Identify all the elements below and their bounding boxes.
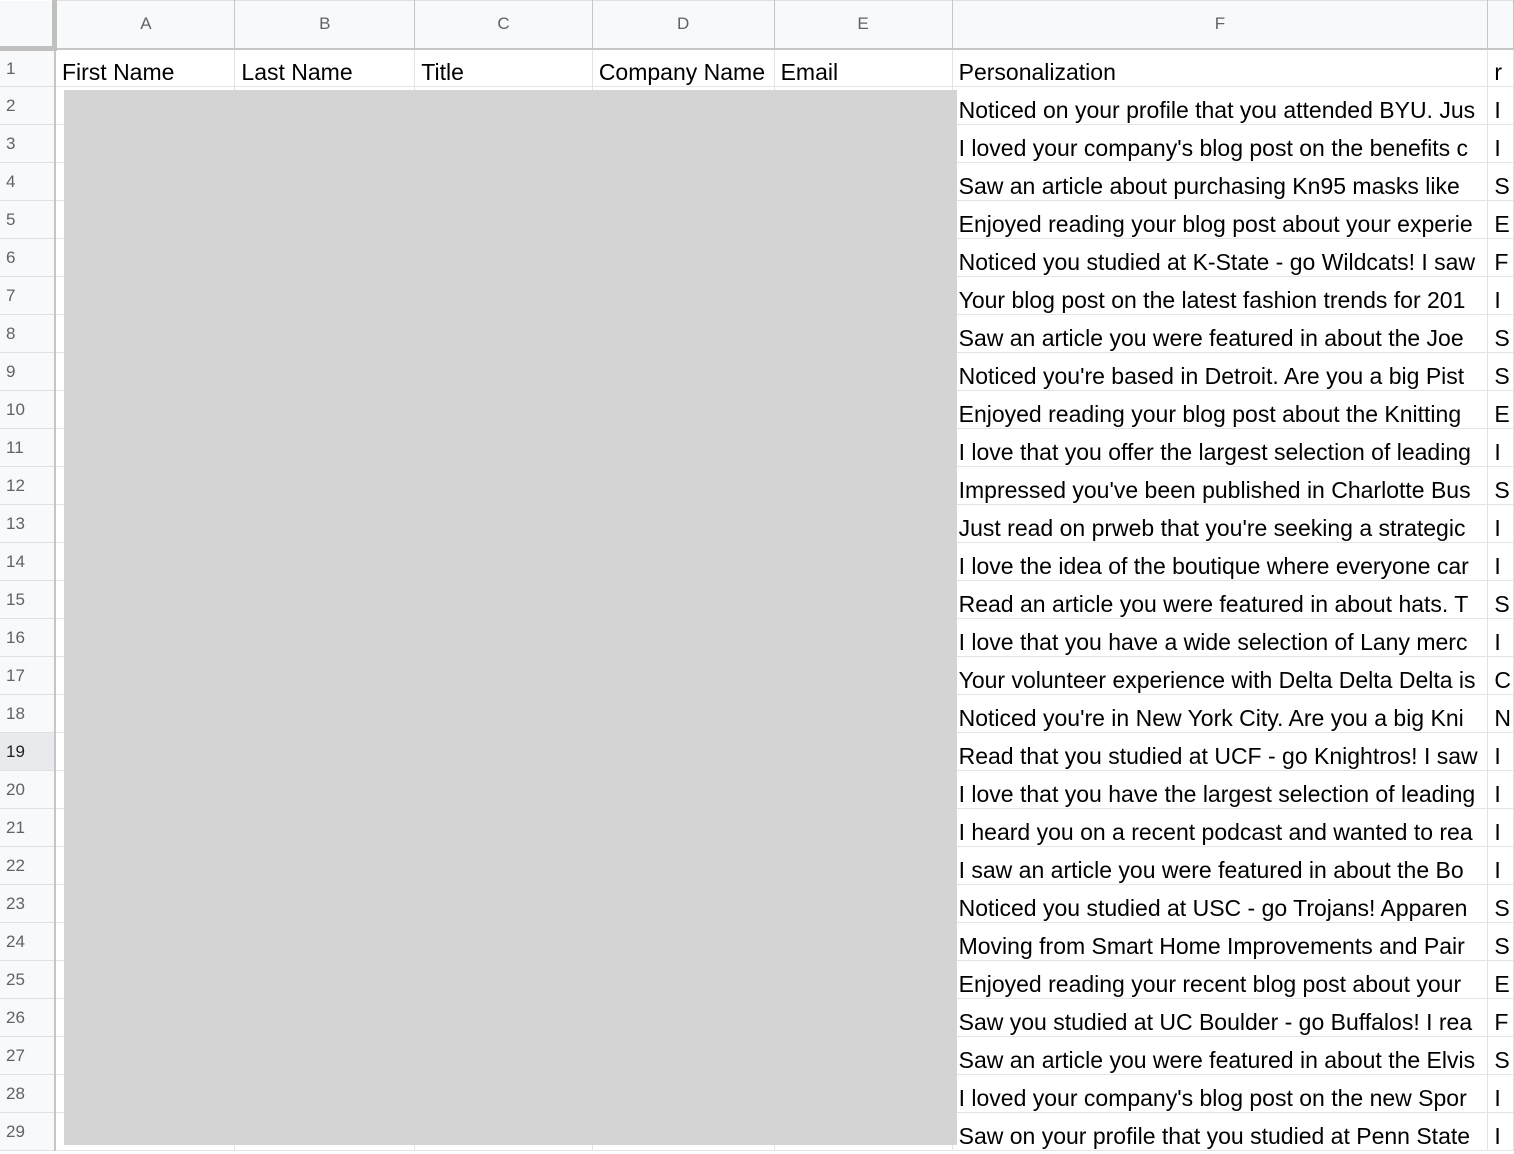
- cell-personalization[interactable]: Your volunteer experience with Delta Delta Delta is: [952, 657, 1488, 695]
- cell-personalization[interactable]: I love the idea of the boutique where everyone car: [952, 543, 1488, 581]
- row-header[interactable]: 19: [0, 733, 55, 771]
- row-header[interactable]: 17: [0, 657, 55, 695]
- cell-personalization[interactable]: Just read on prweb that you're seeking a strategic: [952, 505, 1488, 543]
- cell-next-column[interactable]: I: [1488, 1113, 1514, 1151]
- cell-personalization[interactable]: I loved your company's blog post on the new Spor: [952, 1075, 1488, 1113]
- cell-personalization[interactable]: Impressed you've been published in Charlotte Bus: [952, 467, 1488, 505]
- cell-personalization[interactable]: Saw on your profile that you studied at Penn State: [952, 1113, 1488, 1151]
- cell-header-email[interactable]: Email: [774, 49, 952, 87]
- row-header[interactable]: 2: [0, 87, 55, 125]
- cell-personalization[interactable]: I love that you have the largest selection of leading: [952, 771, 1488, 809]
- row-header[interactable]: 7: [0, 277, 55, 315]
- cell-personalization[interactable]: Noticed you're based in Detroit. Are you a big Pist: [952, 353, 1488, 391]
- cell-personalization[interactable]: I saw an article you were featured in about the Bo: [952, 847, 1488, 885]
- cell-personalization[interactable]: I heard you on a recent podcast and wanted to rea: [952, 809, 1488, 847]
- cell-header-g[interactable]: r: [1488, 49, 1514, 87]
- cell-personalization[interactable]: Your blog post on the latest fashion trends for 201: [952, 277, 1488, 315]
- row-header[interactable]: 24: [0, 923, 55, 961]
- row-header[interactable]: 15: [0, 581, 55, 619]
- cell-header-title[interactable]: Title: [415, 49, 593, 87]
- row-header[interactable]: 18: [0, 695, 55, 733]
- cell-personalization[interactable]: Noticed on your profile that you attended BYU. Jus: [952, 87, 1488, 125]
- row-header[interactable]: 6: [0, 239, 55, 277]
- row-header[interactable]: 21: [0, 809, 55, 847]
- cell-next-column[interactable]: S: [1488, 353, 1514, 391]
- row-header[interactable]: 16: [0, 619, 55, 657]
- cell-next-column[interactable]: C: [1488, 657, 1514, 695]
- cell-header-first-name[interactable]: First Name: [55, 49, 235, 87]
- cell-personalization[interactable]: Enjoyed reading your blog post about the Knitting: [952, 391, 1488, 429]
- cell-next-column[interactable]: S: [1488, 467, 1514, 505]
- row-header[interactable]: 10: [0, 391, 55, 429]
- cell-next-column[interactable]: I: [1488, 733, 1514, 771]
- cell-next-column[interactable]: S: [1488, 581, 1514, 619]
- cell-personalization[interactable]: I loved your company's blog post on the benefits c: [952, 125, 1488, 163]
- cell-personalization[interactable]: Read an article you were featured in about hats. T: [952, 581, 1488, 619]
- cell-next-column[interactable]: E: [1488, 961, 1514, 999]
- cell-header-last-name[interactable]: Last Name: [235, 49, 415, 87]
- row-header[interactable]: 12: [0, 467, 55, 505]
- cell-next-column[interactable]: I: [1488, 277, 1514, 315]
- cell-next-column[interactable]: S: [1488, 923, 1514, 961]
- row-header[interactable]: 4: [0, 163, 55, 201]
- row-header[interactable]: 14: [0, 543, 55, 581]
- cell-next-column[interactable]: I: [1488, 87, 1514, 125]
- cell-next-column[interactable]: S: [1488, 885, 1514, 923]
- cell-personalization[interactable]: Noticed you studied at USC - go Trojans! Apparen: [952, 885, 1488, 923]
- cell-next-column[interactable]: N: [1488, 695, 1514, 733]
- cell-next-column[interactable]: F: [1488, 999, 1514, 1037]
- cell-next-column[interactable]: I: [1488, 619, 1514, 657]
- row-header[interactable]: 29: [0, 1113, 55, 1151]
- cell-personalization[interactable]: Saw an article about purchasing Kn95 masks like: [952, 163, 1488, 201]
- column-header-g[interactable]: [1488, 1, 1514, 49]
- cell-next-column[interactable]: S: [1488, 1037, 1514, 1075]
- column-header-b[interactable]: B: [235, 1, 415, 49]
- select-all-corner[interactable]: [0, 1, 55, 49]
- cell-header-company-name[interactable]: Company Name: [592, 49, 774, 87]
- cell-personalization[interactable]: Saw an article you were featured in about the Joe: [952, 315, 1488, 353]
- row-header[interactable]: 11: [0, 429, 55, 467]
- row-header[interactable]: 22: [0, 847, 55, 885]
- cell-next-column[interactable]: S: [1488, 315, 1514, 353]
- cell-personalization[interactable]: Enjoyed reading your recent blog post about your: [952, 961, 1488, 999]
- cell-next-column[interactable]: I: [1488, 847, 1514, 885]
- row-header[interactable]: 8: [0, 315, 55, 353]
- row-header[interactable]: 13: [0, 505, 55, 543]
- row-header[interactable]: 25: [0, 961, 55, 999]
- cell-next-column[interactable]: I: [1488, 771, 1514, 809]
- cell-next-column[interactable]: I: [1488, 125, 1514, 163]
- cell-next-column[interactable]: E: [1488, 391, 1514, 429]
- cell-next-column[interactable]: I: [1488, 505, 1514, 543]
- cell-header-personalization[interactable]: Personalization: [952, 49, 1488, 87]
- cell-next-column[interactable]: I: [1488, 429, 1514, 467]
- column-header-a[interactable]: A: [55, 1, 235, 49]
- cell-personalization[interactable]: I love that you have a wide selection of Lany merc: [952, 619, 1488, 657]
- cell-next-column[interactable]: E: [1488, 201, 1514, 239]
- cell-personalization[interactable]: Moving from Smart Home Improvements and Pair: [952, 923, 1488, 961]
- row-header[interactable]: 1: [0, 49, 55, 87]
- cell-next-column[interactable]: I: [1488, 1075, 1514, 1113]
- cell-personalization[interactable]: I love that you offer the largest selection of leading: [952, 429, 1488, 467]
- row-header[interactable]: 23: [0, 885, 55, 923]
- row-header[interactable]: 20: [0, 771, 55, 809]
- cell-next-column[interactable]: S: [1488, 163, 1514, 201]
- cell-next-column[interactable]: I: [1488, 543, 1514, 581]
- row-header[interactable]: 28: [0, 1075, 55, 1113]
- cell-personalization[interactable]: Read that you studied at UCF - go Knightros! I saw: [952, 733, 1488, 771]
- cell-next-column[interactable]: I: [1488, 809, 1514, 847]
- row-header[interactable]: 5: [0, 201, 55, 239]
- cell-personalization[interactable]: Noticed you studied at K-State - go Wildcats! I saw: [952, 239, 1488, 277]
- cell-personalization[interactable]: Noticed you're in New York City. Are you a big Kni: [952, 695, 1488, 733]
- row-header[interactable]: 27: [0, 1037, 55, 1075]
- redacted-region: [64, 90, 957, 1145]
- cell-personalization[interactable]: Saw an article you were featured in about the Elvis: [952, 1037, 1488, 1075]
- cell-personalization[interactable]: Saw you studied at UC Boulder - go Buffalos! I rea: [952, 999, 1488, 1037]
- column-header-c[interactable]: C: [415, 1, 593, 49]
- column-header-d[interactable]: D: [592, 1, 774, 49]
- row-header[interactable]: 9: [0, 353, 55, 391]
- column-header-e[interactable]: E: [774, 1, 952, 49]
- cell-personalization[interactable]: Enjoyed reading your blog post about your experie: [952, 201, 1488, 239]
- cell-next-column[interactable]: F: [1488, 239, 1514, 277]
- row-header[interactable]: 26: [0, 999, 55, 1037]
- column-header-f[interactable]: F: [952, 1, 1488, 49]
- row-header[interactable]: 3: [0, 125, 55, 163]
